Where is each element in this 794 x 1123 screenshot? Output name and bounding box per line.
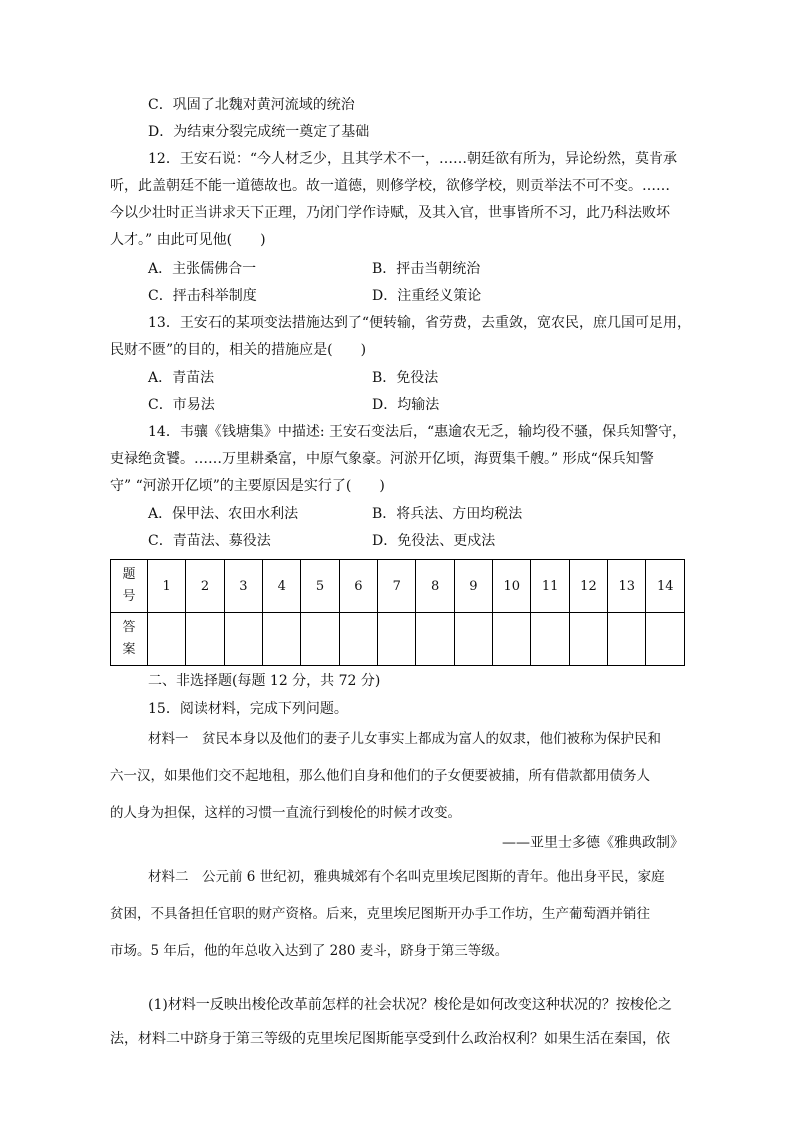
question-number-cell: 4 (263, 560, 301, 613)
q12-stem-line2: 听，此盖朝廷不能一道德故也。故一道德，则修学校，欲修学校，则贡举法不可不变。…… (110, 178, 670, 194)
q15-part1-line2: 法，材料二中跻身于第三等级的克里埃尼图斯能享受到什么政治权利？如果生活在秦国，依 (110, 1031, 670, 1047)
question-number-cell: 1 (148, 560, 186, 613)
material1-line1: 材料一 贫民本身以及他们的妻子儿女事实上都成为富人的奴隶，他们被称为保护民和 (148, 731, 661, 747)
q15-part1-line1: (1)材料一反映出梭伦改革前怎样的社会状况？梭伦是如何改变这种状况的？按梭伦之 (148, 997, 672, 1013)
question-number-cell: 2 (186, 560, 224, 613)
answer-cell[interactable] (224, 613, 262, 666)
question-number-cell: 12 (569, 560, 607, 613)
section-title: 二、非选择题(每题 12 分，共 72 分) (148, 673, 381, 689)
answer-cell[interactable] (378, 613, 416, 666)
material2-line1: 材料二 公元前 6 世纪初，雅典城郊有个名叫克里埃尼图斯的青年。他出身平民，家庭 (148, 869, 665, 885)
answer-cell[interactable] (186, 613, 224, 666)
q14-option-b: B．将兵法、方田均税法 (372, 506, 523, 522)
answer-cell[interactable] (263, 613, 301, 666)
q13-option-b: B．免役法 (372, 370, 439, 386)
question-number-cell: 14 (646, 560, 685, 613)
q12-stem-line1: 12．王安石说：“今人材乏少，且其学术不一，……朝廷欲有所为，异论纷然，莫肯承 (148, 151, 677, 167)
question-number-cell: 11 (531, 560, 569, 613)
q14-option-a: A．保甲法、农田水利法 (148, 506, 299, 522)
table-header-answer (111, 613, 148, 666)
q13-option-c: C．市易法 (148, 397, 215, 413)
q12-option-c: C．抨击科举制度 (148, 288, 257, 304)
question-number-cell: 8 (416, 560, 454, 613)
question-number-cell: 13 (608, 560, 646, 613)
answer-table-number-row (111, 560, 685, 613)
table-header-number (111, 560, 148, 613)
question-number-cell: 3 (224, 560, 262, 613)
q11-option-d: D．为结束分裂完成统一奠定了基础 (148, 124, 370, 140)
question-number-cell: 9 (454, 560, 492, 613)
material2-line2: 贫困，不具备担任官职的财产资格。后来，克里埃尼图斯开办手工作坊，生产葡萄酒并销往 (110, 906, 650, 922)
material2-line3: 市场。5 年后，他的年总收入达到了 280 麦斗，跻身于第三等级。 (110, 943, 509, 959)
material1-line3: 的人身为担保，这样的习惯一直流行到梭伦的时候才改变。 (110, 805, 461, 821)
q13-option-d: D．均输法 (372, 397, 440, 413)
answer-cell[interactable] (301, 613, 339, 666)
question-number-cell: 7 (378, 560, 416, 613)
material1-line2: 六一汉，如果他们交不起地租，那么他们自身和他们的子女便要被捕，所有借款都用债务人 (110, 768, 650, 784)
q14-stem-line2: 吏禄绝贪饕。……万里耕桑富，中原气象豪。河淤开亿顷，海贾集千艘。” 形成“保兵知警 (110, 451, 654, 467)
question-number-cell: 5 (301, 560, 339, 613)
question-number-cell: 10 (493, 560, 531, 613)
question-number-cell: 6 (339, 560, 377, 613)
material1-source: ——亚里士多德《雅典政制》 (502, 835, 684, 851)
q13-stem-line2: 民财不匮”的目的，相关的措施应是( ) (110, 342, 367, 358)
q12-option-d: D．注重经义策论 (372, 288, 482, 304)
header-char: 号 (122, 589, 136, 604)
answer-cell[interactable] (148, 613, 186, 666)
q15-intro: 15．阅读材料，完成下列问题。 (148, 701, 348, 717)
q12-option-a: A．主张儒佛合一 (148, 261, 257, 277)
answer-cell[interactable] (531, 613, 569, 666)
q12-stem-line3: 今以少壮时正当讲求天下正理，乃闭门学作诗赋，及其入官，世事皆所不习，此乃科法败坏 (110, 205, 670, 221)
q14-stem-line1: 14．韦骧《钱塘集》中描述: 王安石变法后，“惠逾农无乏，输均役不骚，保兵知警守， (148, 424, 687, 440)
answer-table (110, 559, 685, 666)
q11-option-c: C．巩固了北魏对黄河流域的统治 (148, 97, 355, 113)
header-char: 案 (122, 642, 136, 657)
answer-cell[interactable] (493, 613, 531, 666)
q14-stem-line3: 守” “河淤开亿顷”的主要原因是实行了( ) (110, 478, 385, 494)
answer-cell[interactable] (569, 613, 607, 666)
answer-cell[interactable] (416, 613, 454, 666)
q14-option-c: C．青苗法、募役法 (148, 533, 271, 549)
answer-table-answer-row (111, 613, 685, 666)
answer-cell[interactable] (608, 613, 646, 666)
answer-cell[interactable] (454, 613, 492, 666)
q14-option-d: D．免役法、更戍法 (372, 533, 496, 549)
header-char: 题 (122, 567, 136, 582)
q12-option-b: B．抨击当朝统治 (372, 261, 481, 277)
answer-cell[interactable] (339, 613, 377, 666)
answer-cell[interactable] (646, 613, 685, 666)
q12-stem-line4: 人才。” 由此可见他( ) (110, 232, 266, 248)
q13-option-a: A．青苗法 (148, 370, 215, 386)
q13-stem-line1: 13．王安石的某项变法措施达到了“便转输，省劳费，去重敛，宽农民，庶几国可足用， (148, 315, 691, 331)
header-char: 答 (122, 620, 136, 635)
